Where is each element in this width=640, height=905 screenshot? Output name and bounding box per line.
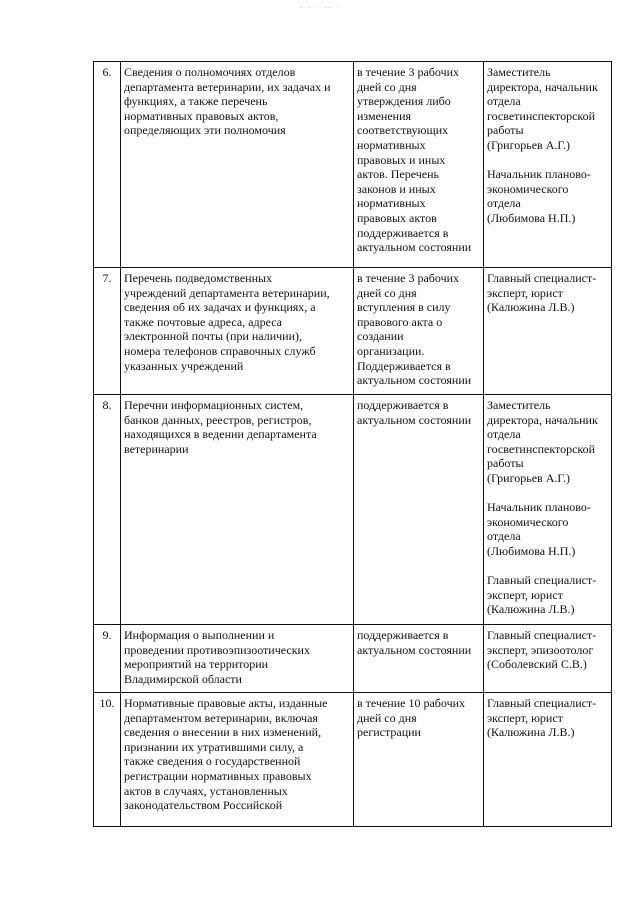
information-line: Сведения о полномочиях отделов (124, 65, 296, 79)
information-line: сведения о внесении в них изменений, (124, 725, 322, 740)
responsible-person-cell (484, 395, 612, 625)
information-description-cell (121, 395, 354, 625)
term-line: актуальном состоянии (357, 412, 472, 427)
responsible-line: Заместитель (487, 398, 551, 412)
responsible-line: работы (487, 123, 524, 138)
responsible-line: (Любимова Н.П.) (487, 210, 576, 225)
responsible-line: работы (487, 456, 524, 471)
term-line: актуальном состоянии (357, 373, 472, 388)
term-line: актуальном состоянии (357, 642, 472, 657)
responsible-line: экономического (487, 514, 569, 529)
information-description-cell (121, 693, 354, 827)
responsible-person-cell (484, 62, 612, 268)
term-line: дней со дня (357, 285, 417, 300)
information-description-cell (121, 268, 354, 395)
table-row (94, 62, 612, 268)
term-line: изменения (357, 108, 412, 123)
responsible-person-cell (484, 268, 612, 395)
term-line: правовых и иных (357, 152, 446, 167)
information-line: определяющих эти полномочия (124, 123, 286, 138)
information-line: также сведения о государственной (124, 754, 301, 769)
responsible-line: Главный специалист- (487, 628, 597, 642)
information-line: указанных учреждений (124, 358, 244, 373)
term-line: дней со дня (357, 79, 417, 94)
information-line: находящихся в ведении департамента (124, 427, 317, 442)
responsible-line: госветинспекторской (487, 108, 596, 123)
table-row (94, 693, 612, 827)
term-line: в течение 3 рабочих (357, 271, 460, 285)
term-line: Поддерживается в (357, 358, 451, 373)
term-line: нормативных (357, 137, 426, 152)
information-line: номера телефонов справочных служб (124, 343, 316, 358)
information-line: департамента ветеринарии, их задачах и (124, 79, 331, 94)
responsible-line: экономического (487, 181, 569, 196)
responsible-line: эксперт, юрист (487, 285, 563, 300)
responsible-line: (Соболевский С.В.) (487, 657, 587, 672)
information-line: департаментом ветеринарии, включая (124, 710, 318, 725)
responsible-person-block (487, 65, 608, 153)
responsible-line: Начальник планово- (487, 500, 591, 515)
table-row (94, 625, 612, 693)
publication-term-cell (354, 62, 484, 268)
responsible-person-cell (484, 625, 612, 693)
information-line: учреждений департамента ветеринарии, (124, 285, 330, 300)
term-line: поддерживается в (357, 398, 449, 412)
information-line: Перечни информационных систем, (124, 398, 304, 412)
responsible-person-block (487, 398, 608, 486)
information-line: Нормативные правовые акты, изданные (124, 696, 328, 710)
responsible-line: (Калюжина Л.В.) (487, 602, 575, 617)
row-number-cell: 6. (94, 62, 121, 268)
information-line: нормативных правовых актов, (124, 108, 279, 123)
term-line: нормативных (357, 196, 426, 211)
responsible-person-cell (484, 693, 612, 827)
term-line: поддерживается в (357, 225, 449, 240)
information-line: электронной почты (при наличии), (124, 329, 303, 344)
responsible-line: директора, начальник (487, 79, 598, 94)
responsible-line: директора, начальник (487, 412, 598, 427)
term-line: в течение 3 рабочих (357, 65, 460, 79)
responsible-line: (Любимова Н.П.) (487, 543, 576, 558)
term-line: поддерживается в (357, 628, 449, 642)
table-body (94, 62, 612, 827)
row-number-cell: 10. (94, 693, 121, 827)
information-description-cell (121, 625, 354, 693)
responsible-line: (Калюжина Л.В.) (487, 300, 575, 315)
responsible-line: отдела (487, 94, 521, 109)
term-line: утверждения либо (357, 94, 451, 109)
information-line: сведения об их задачах и функциях, а (124, 300, 316, 315)
responsible-line: эксперт, эпизоотолог (487, 642, 594, 657)
term-line: регистрации (357, 725, 421, 740)
page-header-scan-mark: - - · -- · (300, 3, 341, 11)
responsible-line: эксперт, юрист (487, 587, 563, 602)
responsible-line: отдела (487, 427, 521, 442)
publication-term-cell (354, 268, 484, 395)
term-line: организации. (357, 343, 425, 358)
information-line: регистрации нормативных правовых (124, 768, 312, 783)
term-line: в течение 10 рабочих (357, 696, 466, 710)
information-description-cell (121, 62, 354, 268)
responsible-person-block (487, 271, 608, 315)
responsible-line: (Калюжина Л.В.) (487, 725, 575, 740)
information-line: ветеринарии (124, 441, 189, 456)
responsible-person-block (487, 696, 608, 740)
responsible-line: Главный специалист- (487, 573, 597, 588)
row-number-cell: 8. (94, 395, 121, 625)
responsible-line: Главный специалист- (487, 271, 597, 285)
term-line: правового акта о (357, 314, 443, 329)
responsible-line: эксперт, юрист (487, 710, 563, 725)
row-number-cell: 9. (94, 625, 121, 693)
term-line: соответствующих (357, 123, 449, 138)
term-line: создании (357, 329, 404, 344)
responsible-line: отдела (487, 196, 521, 211)
term-line: дней со дня (357, 710, 417, 725)
information-line: актов в случаях, установленных (124, 783, 288, 798)
responsible-line: (Григорьев А.Г.) (487, 470, 570, 485)
information-line: мероприятий на территории (124, 657, 269, 672)
publication-term-cell (354, 395, 484, 625)
responsible-line: Заместитель (487, 65, 551, 79)
responsible-line: отдела (487, 529, 521, 544)
responsible-line: госветинспекторской (487, 441, 596, 456)
responsible-person-block (487, 167, 608, 225)
term-line: правовых актов (357, 210, 437, 225)
term-line: вступления в силу (357, 300, 451, 315)
table-row (94, 395, 612, 625)
publication-term-cell (354, 693, 484, 827)
responsible-person-block (487, 628, 608, 672)
information-line: проведении противоэпизоотических (124, 642, 310, 657)
publication-term-cell (354, 625, 484, 693)
information-line: законодательством Российской (124, 798, 283, 813)
information-line: также почтовые адреса, адреса (124, 314, 283, 329)
information-disclosure-table (93, 61, 612, 827)
responsible-line: Начальник планово- (487, 167, 591, 182)
information-line: банков данных, реестров, регистров, (124, 412, 312, 427)
information-line: Перечень подведомственных (124, 271, 273, 285)
term-line: актов. Перечень (357, 167, 440, 182)
row-number-cell: 7. (94, 268, 121, 395)
responsible-line: (Григорьев А.Г.) (487, 137, 570, 152)
responsible-line: Главный специалист- (487, 696, 597, 710)
term-line: актуальном состоянии (357, 240, 472, 255)
responsible-person-block (487, 573, 608, 617)
information-line: функциях, а также перечень (124, 94, 268, 109)
responsible-person-block (487, 500, 608, 558)
term-line: законов и иных (357, 181, 436, 196)
information-line: признании их утратившими силу, а (124, 739, 304, 754)
information-line: Информация о выполнении и (124, 628, 275, 642)
information-line: Владимирской области (124, 671, 242, 686)
table-row (94, 268, 612, 395)
